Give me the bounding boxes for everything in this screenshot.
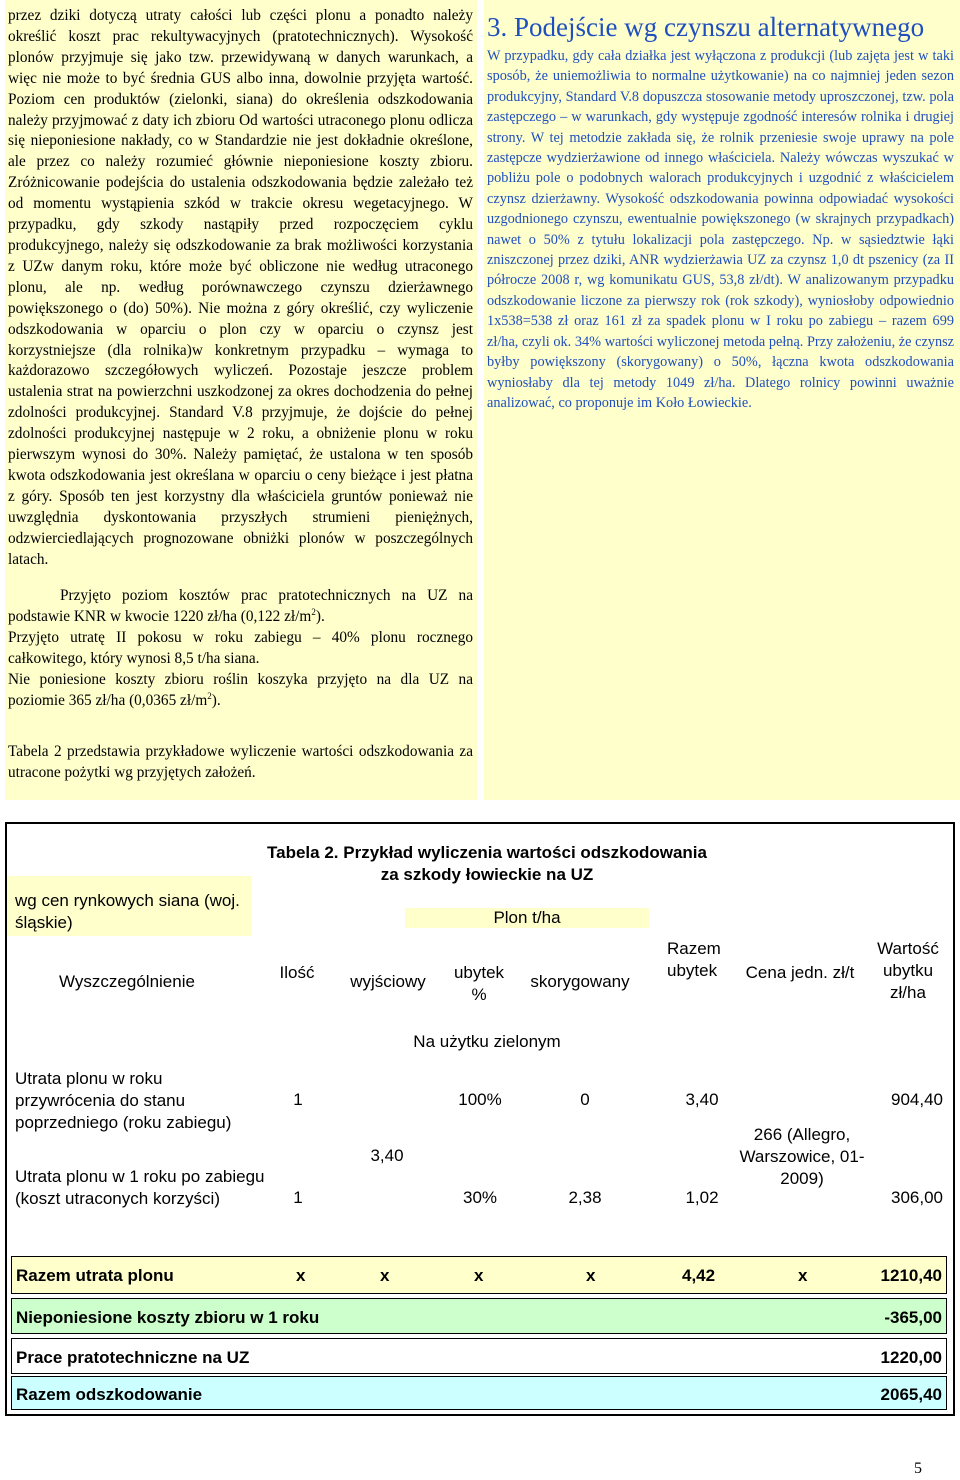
row-1-razem-ubytek: 3,40 (685, 1090, 719, 1109)
header-wyszczegolnienie: Wyszczególnienie (59, 972, 195, 991)
razem-utrata-razem: 4,42 (682, 1266, 716, 1285)
razem-utrata-label: Razem utrata plonu (16, 1266, 174, 1285)
paragraph-2-text: Przyjęto poziom kosztów prac pratotechnicznych na UZ na podstawie KNR w kwocie 1220 zł/ha (0,122 zł/m (8, 587, 473, 626)
row-2-ubytek-pct: 30% (462, 1188, 498, 1207)
summary-prace (11, 1338, 947, 1374)
row-2-label: Utrata plonu w 1 roku po zabiegu (koszt utraconych korzyści) (15, 1167, 265, 1208)
paragraph-2-end: ). (315, 608, 325, 626)
razem-odszk-label: Razem odszkodowanie (16, 1385, 203, 1404)
prace-label: Prace pratotechniczne na UZ (16, 1348, 250, 1367)
header-skorygowany: skorygowany (530, 972, 630, 991)
cena-shared: 266 (Allegro, Warszowice, 01-2009) (739, 1125, 865, 1188)
paragraph-5: Tabela 2 przedstawia przykładowe wyliczenie wartości odszkodowania za utracone pożytki wg przyjętych założeń. (8, 742, 473, 781)
razem-odszk-wartosc: 2065,40 (880, 1385, 942, 1404)
razem-utrata-wyjsciowy: x (380, 1266, 390, 1285)
left-column-text (5, 0, 477, 784)
nieponiesione-wartosc: -365,00 (884, 1308, 942, 1327)
razem-utrata-ubytek: x (474, 1266, 484, 1285)
row-2-wartosc: 306,00 (891, 1188, 943, 1207)
paragraph-4-text: Nie poniesione koszty zbioru roślin koszyka przyjęto na dla UZ na poziomie 365 zł/ha (0,0365 zł/m (8, 671, 473, 709)
right-column-text: W przypadku, gdy cała działka jest wyłączona z produkcji (lub zajęta jest w taki sposób, że uniemożliwia to normalne użytkowanie) na co najmniej jeden sezon produkcyjny, Standard V.8 dopuszcza stosowanie metody uproszczonej, tzw. pola zastępczego – w warunkach, gdy występuje zgodność interesów rolnika i drugiej strony. W tej metodzie zakłada się, że rolnik przeniesie swoje uprawy na pole zastępcze wydzierżawione od innego właściciela. Należy wówczas wyszukać w pobliżu pole o podobnych walorach produkcyjnych i uzgodnić z właścicielem czynsz dzierżawny. Wysokość odszkodowania powinna odpowiadać wysokości uzgodnionego czynszu, ewentualnie powiększonego (w skrajnych przypadkach) nawet o 50% z tytułu lokalizacji pola zastępczego. Np. w sąsiedztwie łąki zniszczonej przez dziki, ANR wydzierżawia UZ za czynsz 1,0 dt pszenicy (za II półrocze 2008 r, wg komunikatu GUS, 53,8 zł/dt). W analizowanym przypadku odszkodowanie liczone za pierwszy rok (rok szkody), wyniosłoby odpowiednio 1x538=538 zł oraz 161 zł za spadek plonu w I roku po zabiegu – razem 699 zł/ha, czyli ok. 34% wartości wyliczonej metoda pełną. Przy założeniu, że czynsz byłby powiększony (skorygowany) o 50%, łączna kwota odszkodowania wyniosłaby dla tej metody 1049 zł/ha. Dlatego rolnicy powinni uważnie analizować, co proponuje im Koło Łowieckie. (487, 48, 954, 411)
table-2 (5, 822, 955, 1416)
paragraph-4-end: ). (211, 692, 221, 709)
razem-utrata-ilosc: x (296, 1266, 306, 1285)
row-1-wartosc: 904,40 (891, 1090, 943, 1109)
summary-razem-odszkodowanie (11, 1376, 947, 1410)
row-2-ilosc: 1 (293, 1188, 303, 1207)
razem-utrata-wartosc: 1210,40 (880, 1266, 942, 1285)
razem-utrata-skorygowany: x (586, 1266, 596, 1285)
header-cena: Cena jedn. zł/t (745, 963, 855, 982)
paragraph-1: przez dziki dotyczą utraty całości lub części plonu a ponadto należy określić koszt prac rekultywacyjnych (pratotechnicznych). Wysokość plonów przyjmuje się jako tzw. przewidywaną w danych warunkach, a więc nie może to być średnia GUS albo inna, dowolnie przyjęta wartość. Poziom cen produktów (zielonki, siana) do określenia odszkodowania należy przyjmować z daty ich zbioru Od wartości utraconego plonu odlicza się nieponiesione nakłady, co w Standardzie nie jest dokładnie określone, ale przez co należy rozumieć głównie nieponiesione koszty zbioru. Zróżnicowanie podejścia do ustalenia odszkodowania będzie zależało też od momentu wystąpienia szkód w trakcie okresu wegetacyjnego. W przypadku, gdy szkody nastąpiły przed rozpoczęciem cyklu produkcyjnego, należy się odszkodowanie za brak możliwości korzystania z UZw danym roku, które może być obliczone nie według utraconego plonu, ale np. według porównawczego czynszu dzierżawnego powiększonego o (do) 50%). Nie można z góry określić, czy wyliczenie odszkodowania w oparciu o plon czy w oparciu o czynsz jest korzystniejsze (dla rolnika)w konkretnym przypadku – wymaga to każdorazowo szczegółowych wyliczeń. Pozostaje jeszcze problem ustalenia strat na powierzchni uszkodzonej za okres dochodzenia do pełnej zdolności produkcyjnej. Standard V.8 przyjmuje, że dojście do pełnej zdolności produkcyjnej następuje w 2 roku, a obniżenie plonu w roku pierwszym wynosi do 30%. Należy pamiętać, że ustalona w ten sposób kwota odszkodowania jest określana w oparciu o ceny bieżące i jest płatna z góry. Sposób ten jest korzystny dla właściciela gruntów ponieważ nie uwzględnia dyskontowania przyszłych strumieni pieniężnych, odzwierciedlających prognozowane obniżki plonów w poszczególnych latach. (8, 7, 473, 568)
summary-razem-utrata (11, 1256, 947, 1294)
row-2-skorygowany: 2,38 (568, 1188, 602, 1207)
nieponiesione-label: Nieponiesione koszty zbioru w 1 roku (16, 1308, 320, 1327)
right-text-column (484, 0, 960, 800)
prace-wartosc: 1220,00 (880, 1348, 942, 1367)
table-title-line1: Tabela 2. Przykład wyliczenia wartości odszkodowania (267, 843, 707, 862)
paragraph-4-sup: 2 (207, 690, 212, 701)
row-1-ilosc: 1 (293, 1090, 303, 1109)
summary-nieponiesione (11, 1298, 947, 1334)
section-heading: 3. Podejście wg czynszu alternatywnego (487, 12, 925, 42)
table-subtitle: wg cen rynkowych siana (woj. śląskie) (7, 876, 251, 936)
table-title (207, 842, 767, 886)
razem-utrata-cena: x (798, 1266, 808, 1285)
wyjsciowy-shared: 3,40 (370, 1146, 404, 1165)
header-ilosc: Ilość (279, 963, 315, 982)
page-number: 5 (914, 1460, 922, 1477)
row-1-skorygowany: 0 (580, 1090, 590, 1109)
header-wartosc: Wartość ubytku zł/ha (877, 939, 939, 1002)
header-ubytek-pct: ubytek % (453, 963, 505, 1004)
table-title-line2: za szkody łowieckie na UZ (380, 865, 594, 884)
section-label: Na użytku zielonym (413, 1032, 561, 1051)
left-text-column (5, 0, 477, 800)
header-wyjsciowy: wyjściowy (350, 972, 426, 991)
paragraph-2 (8, 586, 473, 628)
paragraph-2-sup: 2 (311, 607, 316, 618)
row-1-label: Utrata plonu w roku przywrócenia do stanu poprzedniego (roku zabiegu) (15, 1069, 232, 1132)
header-razem-ubytek: Razem ubytek (667, 939, 721, 980)
paragraph-4 (8, 670, 473, 712)
header-plon: Plon t/ha (405, 908, 649, 928)
paragraph-3: Przyjęto utratę II pokosu w roku zabiegu – 40% plonu rocznego całkowitego, który wynosi 8,5 t/ha siana. (8, 629, 473, 668)
row-1-ubytek-pct: 100% (458, 1090, 502, 1109)
row-2-razem-ubytek: 1,02 (685, 1188, 719, 1207)
